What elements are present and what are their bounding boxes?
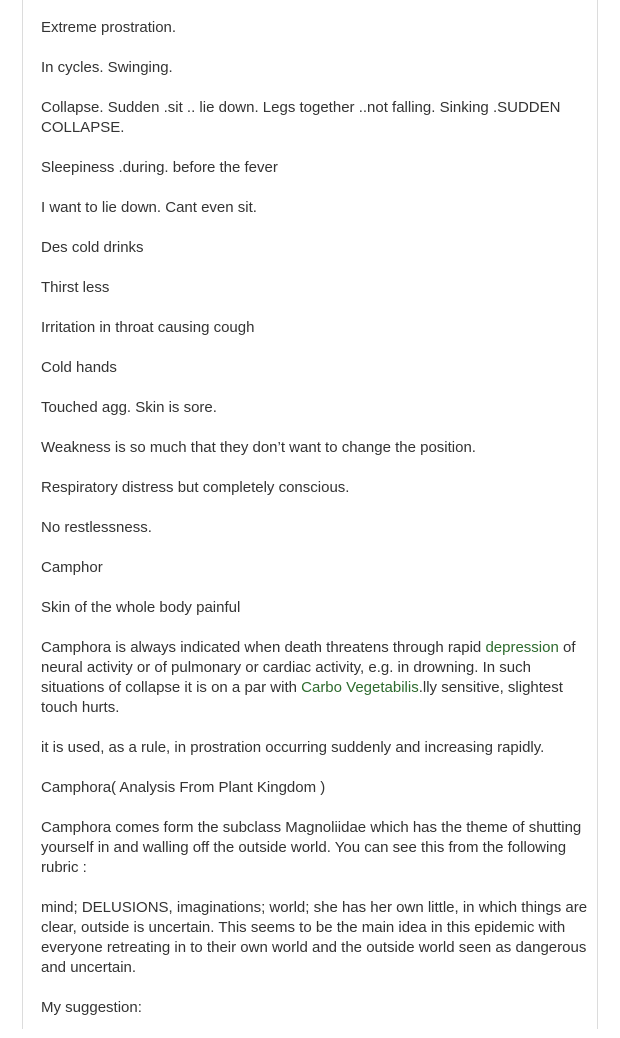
- article-paragraph: [41, 278, 589, 298]
- paragraph-text: Irritation in throat causing cough: [41, 319, 255, 336]
- article-paragraph: [41, 598, 589, 618]
- article-paragraph: [41, 638, 589, 718]
- paragraph-text: No restlessness.: [41, 519, 152, 536]
- article-paragraph: [41, 898, 589, 978]
- paragraph-text: Touched agg. Skin is sore.: [41, 399, 217, 416]
- paragraph-text: Weakness is so much that they don’t want to change the position.: [41, 439, 476, 456]
- paragraph-text: In cycles. Swinging.: [41, 59, 173, 76]
- paragraph-text: Camphor: [41, 559, 103, 576]
- paragraph-text: Collapse. Sudden .sit .. lie down. Legs together ..not falling. Sinking .SUDDEN COLLAPSE.: [41, 99, 561, 136]
- article-paragraph: [41, 238, 589, 258]
- paragraph-text: Respiratory distress but completely conscious.: [41, 479, 350, 496]
- article-paragraph: [41, 158, 589, 178]
- article-paragraph: [41, 398, 589, 418]
- article-paragraph: [41, 558, 589, 578]
- article-paragraph: [41, 518, 589, 538]
- article-paragraph: [41, 198, 589, 218]
- article-paragraph: [41, 818, 589, 878]
- article-paragraph: [41, 18, 589, 38]
- paragraph-text: mind; DELUSIONS, imaginations; world; she has her own little, in which things are clear, outside is uncertain. This seems to be the main idea in this epidemic with everyone retreating in to their own world and the outside world seen as dangerous and uncertain.: [41, 899, 588, 976]
- paragraph-text: Thirst less: [41, 279, 110, 296]
- paragraph-text: Camphora( Analysis From Plant Kingdom ): [41, 779, 326, 796]
- inline-link[interactable]: Carbo Vegetabilis: [301, 679, 419, 696]
- paragraph-text: Cold hands: [41, 359, 117, 376]
- article-paragraph: [41, 438, 589, 458]
- paragraph-text: .lly sensitive, slightest touch hurts.: [41, 679, 563, 716]
- paragraph-text: Camphora is always indicated when death threatens through rapid: [41, 639, 486, 656]
- paragraph-text: of neural activity or of pulmonary or cardiac activity, e.g. in drowning. In such situations of collapse it is on a par with: [41, 639, 576, 696]
- paragraph-text: Camphora comes form the subclass Magnoliidae which has the theme of shutting yourself in and walling off the outside world. You can see this from the following rubric :: [41, 819, 582, 876]
- paragraph-text: Sleepiness .during. before the fever: [41, 159, 278, 176]
- paragraph-text: Skin of the whole body painful: [41, 599, 241, 616]
- paragraph-text: I want to lie down. Cant even sit.: [41, 199, 257, 216]
- paragraph-text: Extreme prostration.: [41, 19, 177, 36]
- article-paragraph: [41, 58, 589, 78]
- article-paragraph: [41, 778, 589, 798]
- article-page: [22, 0, 598, 1029]
- article-paragraph: [41, 358, 589, 378]
- article-paragraph: [41, 478, 589, 498]
- article-paragraph: [41, 318, 589, 338]
- article-paragraph: [41, 998, 589, 1018]
- article-body: [41, 18, 589, 1038]
- article-paragraph: [41, 98, 589, 138]
- article-paragraph: [41, 738, 589, 758]
- inline-link[interactable]: depression: [485, 639, 559, 656]
- paragraph-text: My suggestion:: [41, 999, 142, 1016]
- paragraph-text: it is used, as a rule, in prostration occurring suddenly and increasing rapidly.: [41, 739, 545, 756]
- paragraph-text: Des cold drinks: [41, 239, 144, 256]
